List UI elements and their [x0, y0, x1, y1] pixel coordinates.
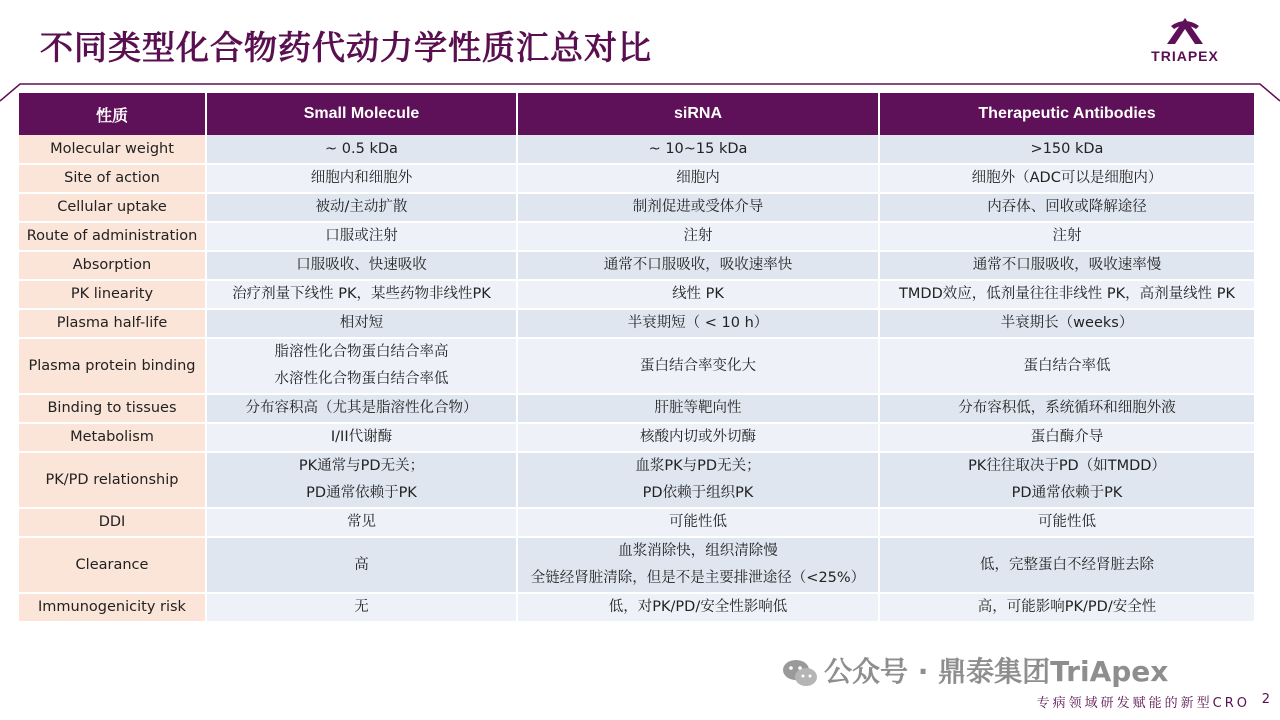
sirna-cell — [517, 251, 879, 280]
table-row — [19, 423, 1255, 452]
cell-text-line: 水溶性化合物蛋白结合率低 — [274, 371, 449, 387]
cell-text-line: 全链经肾脏清除，但是不是主要排泄途径（<25%） — [530, 570, 866, 586]
cell-text-line: 分布容积低，系统循环和细胞外液 — [958, 400, 1176, 416]
sirna-cell — [517, 537, 879, 593]
cell-text-line: 高，可能影响PK/PD/安全性 — [977, 599, 1157, 615]
small-molecule-cell — [206, 193, 517, 222]
cell-text-line: 口服吸收、快速吸收 — [296, 257, 427, 273]
property-cell: Absorption — [19, 251, 206, 280]
table-row — [19, 452, 1255, 508]
sirna-cell — [517, 222, 879, 251]
table-row — [19, 193, 1255, 222]
page-title: 不同类型化合物药代动力学性质汇总对比 — [40, 28, 652, 67]
cell-text-line: 可能性低 — [669, 514, 727, 530]
antibodies-cell — [879, 251, 1255, 280]
antibodies-cell — [879, 452, 1255, 508]
cell-text-line: 脂溶性化合物蛋白结合率高 — [274, 344, 449, 360]
table-row — [19, 135, 1255, 164]
column-header-small-molecule: Small Molecule — [206, 93, 517, 135]
cell-text-line: 血浆消除快，组织清除慢 — [618, 543, 778, 559]
small-molecule-cell — [206, 423, 517, 452]
property-cell: Metabolism — [19, 423, 206, 452]
table-row — [19, 593, 1255, 622]
table-row — [19, 338, 1255, 394]
cell-text-line: 常见 — [347, 514, 376, 530]
antibodies-cell — [879, 309, 1255, 338]
antibodies-cell — [879, 508, 1255, 537]
cell-text-line: >150 kDa — [1030, 140, 1104, 157]
triapex-logo — [1140, 14, 1230, 70]
sirna-cell — [517, 193, 879, 222]
triapex-logo-icon — [1163, 14, 1207, 46]
antibodies-cell — [879, 423, 1255, 452]
cell-text-line: 细胞外（ADC可以是细胞内） — [971, 170, 1163, 186]
cell-text-line: 制剂促进或受体介导 — [632, 199, 764, 215]
cell-text-line: 相对短 — [339, 315, 384, 331]
cell-text-line: I/II代谢酶 — [330, 429, 393, 445]
antibodies-cell — [879, 394, 1255, 423]
property-cell: Route of administration — [19, 222, 206, 251]
cell-text-line: 细胞内 — [676, 170, 720, 186]
property-cell: Clearance — [19, 537, 206, 593]
cell-text-line: 注射 — [683, 228, 713, 244]
small-molecule-cell — [206, 452, 517, 508]
cell-text-line: ~ 0.5 kDa — [325, 140, 398, 157]
small-molecule-cell — [206, 222, 517, 251]
property-cell: PK/PD relationship — [19, 452, 206, 508]
small-molecule-cell — [206, 508, 517, 537]
small-molecule-cell — [206, 394, 517, 423]
antibodies-cell — [879, 280, 1255, 309]
wechat-watermark — [782, 650, 1168, 690]
column-header-property: 性质 — [19, 93, 206, 135]
antibodies-cell — [879, 193, 1255, 222]
table-row — [19, 508, 1255, 537]
table-row — [19, 222, 1255, 251]
footer-slogan: 专病领域研发赋能的新型CRO — [1036, 696, 1250, 711]
property-cell: Molecular weight — [19, 135, 206, 164]
sirna-cell — [517, 280, 879, 309]
small-molecule-cell — [206, 593, 517, 622]
sirna-cell — [517, 508, 879, 537]
cell-text-line: 细胞内和细胞外 — [310, 170, 413, 186]
cell-text-line: 可能性低 — [1038, 514, 1096, 530]
cell-text-line: 蛋白结合率变化大 — [640, 357, 756, 374]
cell-text-line: 低，对PK/PD/安全性影响低 — [608, 599, 788, 615]
cell-text-line: 口服或注射 — [325, 228, 398, 244]
sirna-cell — [517, 394, 879, 423]
antibodies-cell — [879, 135, 1255, 164]
sirna-cell — [517, 452, 879, 508]
small-molecule-cell — [206, 164, 517, 193]
small-molecule-cell — [206, 280, 517, 309]
wechat-label: 公众号 · 鼎泰集团TriApex — [824, 655, 1169, 688]
property-cell: Cellular uptake — [19, 193, 206, 222]
property-cell: Binding to tissues — [19, 394, 206, 423]
column-header-sirna: siRNA — [517, 93, 879, 135]
cell-text-line: PD依赖于组织PK — [642, 485, 754, 501]
property-cell: Site of action — [19, 164, 206, 193]
cell-text-line: 被动/主动扩散 — [315, 199, 408, 215]
cell-text-line: 治疗剂量下线性 PK，某些药物非线性PK — [232, 286, 491, 302]
table-header-row — [19, 93, 1255, 135]
antibodies-cell — [879, 593, 1255, 622]
cell-text-line: 线性 PK — [672, 286, 724, 302]
property-cell: Plasma protein binding — [19, 338, 206, 394]
column-header-antibodies: Therapeutic Antibodies — [879, 93, 1255, 135]
sirna-cell — [517, 593, 879, 622]
cell-text-line: PD通常依赖于PK — [1011, 485, 1123, 501]
antibodies-cell — [879, 222, 1255, 251]
sirna-cell — [517, 423, 879, 452]
cell-text-line: 高 — [354, 556, 369, 573]
property-cell: DDI — [19, 508, 206, 537]
small-molecule-cell — [206, 251, 517, 280]
sirna-cell — [517, 309, 879, 338]
cell-text-line: TMDD效应，低剂量往往非线性 PK，高剂量线性 PK — [899, 286, 1235, 302]
logo-text: TRIAPEX — [1151, 48, 1219, 64]
cell-text-line: 无 — [354, 599, 369, 615]
small-molecule-cell — [206, 537, 517, 593]
cell-text-line: 内吞体、回收或降解途径 — [987, 199, 1147, 215]
sirna-cell — [517, 164, 879, 193]
property-cell: Plasma half-life — [19, 309, 206, 338]
antibodies-cell — [879, 164, 1255, 193]
cell-text-line: 分布容积高（尤其是脂溶性化合物） — [245, 400, 478, 416]
table-row — [19, 537, 1255, 593]
small-molecule-cell — [206, 135, 517, 164]
cell-text-line: ~ 10~15 kDa — [648, 140, 748, 157]
property-cell: PK linearity — [19, 280, 206, 309]
small-molecule-cell — [206, 338, 517, 394]
cell-text-line: 血浆PK与PD无关； — [635, 458, 761, 474]
antibodies-cell — [879, 537, 1255, 593]
cell-text-line: 半衰期长（weeks） — [1000, 315, 1134, 331]
cell-text-line: 核酸内切或外切酶 — [640, 429, 756, 445]
cell-text-line: 半衰期短（ < 10 h） — [627, 315, 769, 331]
property-cell: Immunogenicity risk — [19, 593, 206, 622]
small-molecule-cell — [206, 309, 517, 338]
table-row — [19, 251, 1255, 280]
cell-text-line: 通常不口服吸收，吸收速率快 — [603, 257, 793, 273]
table-body — [19, 135, 1255, 622]
cell-text-line: 注射 — [1052, 228, 1082, 244]
table-row — [19, 394, 1255, 423]
cell-text-line: 蛋白结合率低 — [1023, 357, 1111, 374]
cell-text-line: PD通常依赖于PK — [306, 485, 417, 501]
table-row — [19, 309, 1255, 338]
cell-text-line: 低，完整蛋白不经肾脏去除 — [980, 556, 1154, 573]
wechat-icon — [782, 658, 818, 688]
page-number: 2 — [1261, 692, 1270, 707]
cell-text-line: 通常不口服吸收，吸收速率慢 — [972, 257, 1162, 273]
antibodies-cell — [879, 338, 1255, 394]
comparison-table — [19, 93, 1256, 623]
cell-text-line: 蛋白酶介导 — [1030, 429, 1104, 445]
cell-text-line: 肝脏等靶向性 — [654, 400, 742, 416]
table-row — [19, 280, 1255, 309]
cell-text-line: PK往往取决于PD（如TMDD） — [968, 458, 1166, 474]
table-row — [19, 164, 1255, 193]
sirna-cell — [517, 135, 879, 164]
cell-text-line: PK通常与PD无关； — [298, 458, 425, 474]
sirna-cell — [517, 338, 879, 394]
